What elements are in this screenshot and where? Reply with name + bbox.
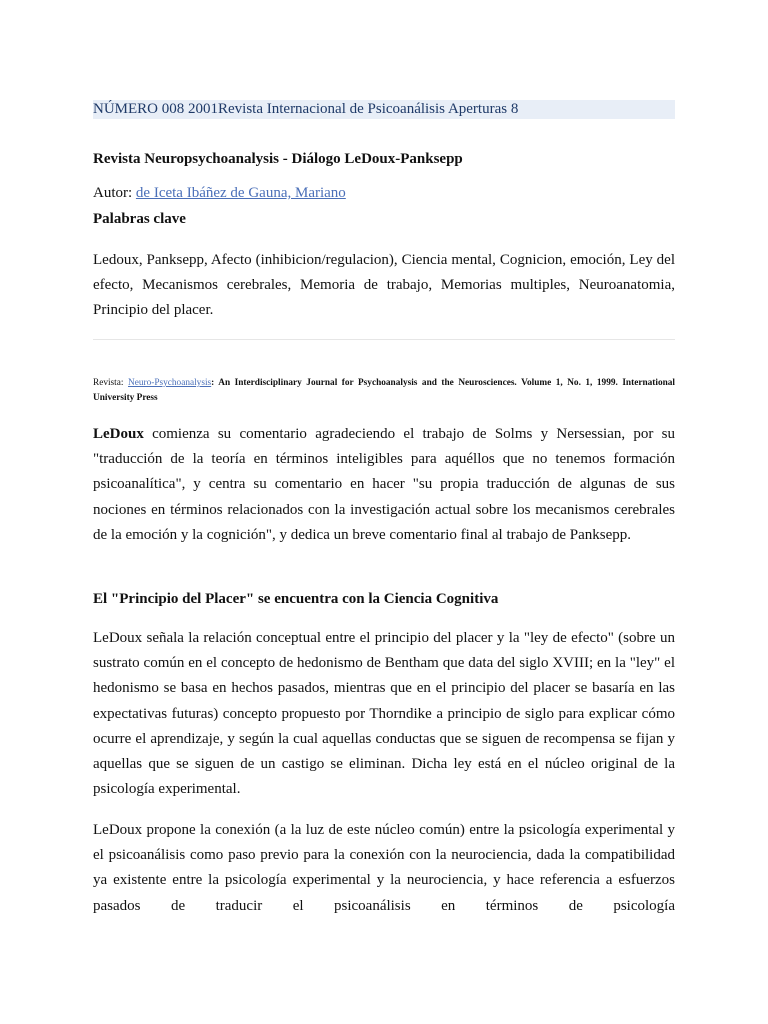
source-label: Revista: <box>93 378 124 388</box>
keywords-heading: Palabras clave <box>93 211 186 227</box>
source-citation <box>93 376 675 406</box>
divider <box>93 339 675 340</box>
paragraph-2: LeDoux señala la relación conceptual entre el principio del placer y la "ley de efecto" (sobre un sustrato común en el concepto de hedonismo de Bentham que data del siglo XVIII; en la "ley" el hedonismo se basa en hechos pasados, mientras que en el principio del placer se basaría en las expectativas futuras) concepto propuesto por Thorndike a principio de siglo para explicar cómo ocurre el aprendizaje, y según la cual aquellas conductas que se siguen de recompensa se fijan y aquellas que se siguen de un castigo se eliminan. Dicha ley está en el núcleo original de la psicología experimental. <box>93 630 675 798</box>
article-title: Revista Neuropsychoanalysis - Diálogo LeDoux-Panksepp <box>93 151 463 167</box>
paragraph-1 <box>93 422 675 548</box>
issue-header <box>93 100 675 119</box>
paragraph-1-text: comienza su comentario agradeciendo el trabajo de Solms y Nersessian, por su "traducción de la teoría en términos inteligibles para aquéllos que no tenemos formación psicoanalítica", y centra su comentario en hacer "su propia traducción de algunas de sus nociones en términos relacionados con la investigación actual sobre los mecanismos cerebrales de la emoción y la cognición", y dedica un breve comentario final al trabajo de Panksepp. <box>93 426 675 543</box>
source-rest: : An Interdisciplinary Journal for Psychoanalysis and the Neurosciences. Volume 1, No. 1, 1999. International University Press <box>93 378 676 403</box>
author-link[interactable]: de Iceta Ibáñez de Gauna, Mariano <box>135 185 346 201</box>
section-heading: El "Principio del Placer" se encuentra con la Ciencia Cognitiva <box>93 591 499 607</box>
paragraph-3: LeDoux propone la conexión (a la luz de este núcleo común) entre la psicología experimental y el psicoanálisis como paso previo para la conexión con la neurociencia, dada la compatibilidad ya existente entre la psicología experimental y la neurociencia, y hace referencia a esfuerzos pasados de traducir el psicoanálisis en términos de psicología <box>93 822 675 914</box>
issue-text: NÚMERO 008 2001Revista Internacional de Psicoanálisis Aperturas 8 <box>93 101 519 117</box>
journal-link[interactable]: Neuro-Psychoanalysis <box>128 378 212 388</box>
author-line <box>93 183 346 203</box>
paragraph-1-lead: LeDoux <box>93 426 144 442</box>
keywords-text: Ledoux, Panksepp, Afecto (inhibicion/regulacion), Ciencia mental, Cognicion, emoción, Ley del efecto, Mecanismos cerebrales, Memoria de trabajo, Memorias multiples, Neuroanatomia, Principio del placer. <box>93 252 675 318</box>
author-label: Autor: <box>93 185 133 201</box>
